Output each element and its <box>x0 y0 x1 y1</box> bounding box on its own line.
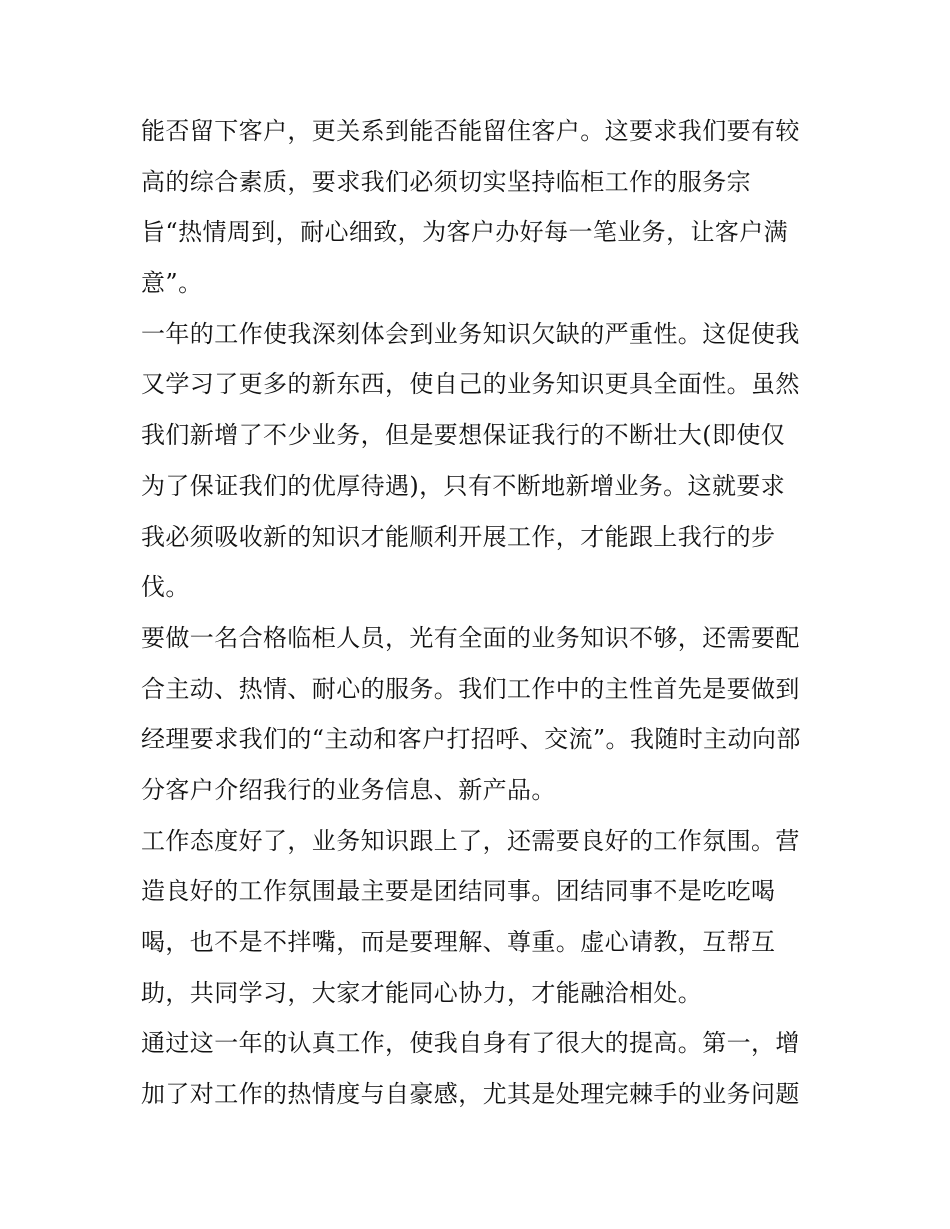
text-line: 合主动、热情、耐心的服务。我们工作中的主性首先是要做到 <box>141 674 800 703</box>
text-line: 加了对工作的热情度与自豪感，尤其是处理完棘手的业务问题 <box>141 1080 800 1109</box>
text-line: 我必须吸收新的知识才能顺利开展工作，才能跟上我行的步 <box>141 522 776 551</box>
text-line: 通过这一年的认真工作，使我自身有了很大的提高。第一，增 <box>141 1029 800 1058</box>
text-line: 喝，也不是不拌嘴，而是要理解、尊重。虚心请教，互帮互 <box>141 928 776 956</box>
text-line: 能否留下客户，更关系到能否能留住客户。这要求我们要有较 <box>141 117 800 145</box>
text-line: 工作态度好了，业务知识跟上了，还需要良好的工作氛围。营 <box>141 826 800 855</box>
text-line: 为了保证我们的优厚待遇)，只有不断地新增业务。这就要求 <box>141 471 786 500</box>
text-line: 一年的工作使我深刻体会到业务知识欠缺的严重性。这促使我 <box>141 319 800 348</box>
text-line: 我们新增了不少业务，但是要想保证我行的不断壮大(即使仅 <box>141 421 786 450</box>
text-line: 旨“热情周到，耐心细致，为客户办好每一笔业务，让客户满 <box>141 218 789 247</box>
text-line: 经理要求我们的“主动和客户打招呼、交流”。我随时主动向部 <box>141 725 801 754</box>
text-line: 意”。 <box>141 269 203 298</box>
text-line: 又学习了更多的新东西，使自己的业务知识更具全面性。虽然 <box>141 370 800 399</box>
text-line: 分客户介绍我行的业务信息、新产品。 <box>141 775 556 804</box>
text-line: 高的综合素质，要求我们必须切实坚持临柜工作的服务宗 <box>141 167 751 196</box>
text-line: 要做一名合格临柜人员，光有全面的业务知识不够，还需要配 <box>141 623 800 652</box>
text-line: 助，共同学习，大家才能同心协力，才能融洽相处。 <box>141 978 703 1007</box>
text-line: 造良好的工作氛围最主要是团结同事。团结同事不是吃吃喝 <box>141 877 776 906</box>
body-text <box>141 106 821 1120</box>
text-line: 伐。 <box>141 573 190 602</box>
